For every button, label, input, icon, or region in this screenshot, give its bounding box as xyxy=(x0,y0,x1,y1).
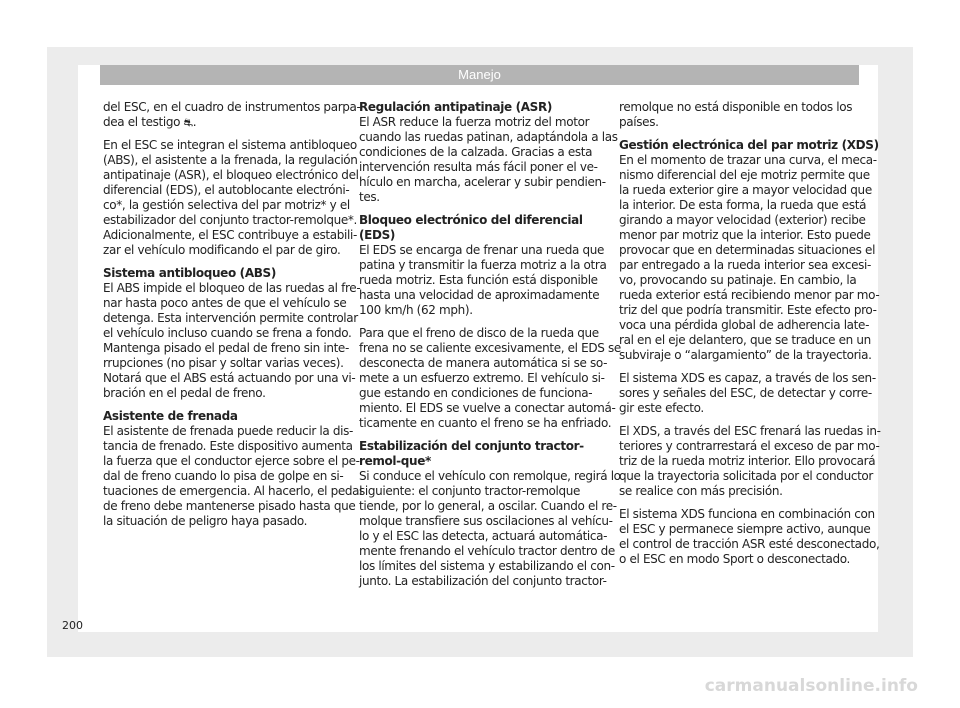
section-heading: Regulación antipatinaje (ASR) xyxy=(359,100,553,114)
paragraph: El EDS se encarga de frenar una rueda que patina y transmitir la fuerza motriz a la otra rueda motriz. Esta función está disponible hasta una velocidad de aproximadamente 100 km/h (62 mph). xyxy=(359,243,607,317)
paragraph: El sistema XDS funciona en combinación con el ESC y permanece siempre activo, aunque el control de tracción ASR esté desconectado, o el ESC en modo Sport o desconectado. xyxy=(619,507,880,566)
esc-warning-icon: ⛐ xyxy=(183,116,193,129)
paragraph: En el ESC se integran el sistema antibloqueo (ABS), el asistente a la frenada, la regulación antipatinaje (ASR), el bloqueo electrónico del diferencial (EDS), el autoblocante electróni-co*, la gestión selectiva del par motriz* y el estabilizador del conjunto tractor-remolque*. Adicionalmente, el ESC contribuye a estabili-zar el vehículo modificando el par de giro. xyxy=(103,138,359,257)
text-span: del ESC, en el cuadro de instrumentos parpa-dea el testigo xyxy=(103,100,361,129)
section-heading: Gestión electrónica del par motriz (XDS) xyxy=(619,138,879,152)
section-heading: Estabilización del conjunto tractor-remol-que* xyxy=(359,439,584,468)
text-span: . xyxy=(192,115,197,129)
section-heading: Sistema antibloqueo (ABS) xyxy=(103,266,276,280)
paragraph: En el momento de trazar una curva, el meca-nismo diferencial del eje motriz permite que la rueda exterior gire a mayor velocidad que la interior. De esta forma, la rueda que está girando a mayor velocidad (exterior) recibe menor par motriz que la interior. Esto puede provocar que en determinadas situaciones el par entregado a la rueda interior sea excesi-vo, provocando su patinaje. En cambio, la rueda exterior está recibiendo menor par mo-triz del que podría transmitir. Este efecto pro-voca una pérdida global de adherencia late-ral en el eje delantero, que se traduce en un subviraje o “alargamiento” de la trayectoria. xyxy=(619,153,880,362)
watermark-logo: carmanualsonline.info xyxy=(704,676,918,696)
paragraph: El ABS impide el bloqueo de las ruedas al fre-nar hasta poco antes de que el vehículo se detenga. Esta intervención permite controlar el vehículo incluso cuando se frena a fondo. Mantenga pisado el pedal de freno sin inte-rrupciones (no pisar y soltar varias veces). Notará que el ABS está actuando por una vi-bración en el pedal de freno. xyxy=(103,281,361,400)
column-1 xyxy=(103,100,365,537)
paragraph: El sistema XDS es capaz, a través de los sen-sores y señales del ESC, de detectar y corre-gir este efecto. xyxy=(619,371,876,415)
section-header: Manejo xyxy=(100,65,859,85)
paragraph: Para que el freno de disco de la rueda que frena no se caliente excesivamente, el EDS se desconecta de manera automática si se so-mete a un esfuerzo extremo. El vehículo si-gue estando en condiciones de funciona-miento. El EDS se vuelve a conectar automá-ticamente en cuanto el freno se ha enfriado. xyxy=(359,326,621,430)
section-heading: Bloqueo electrónico del diferencial (EDS) xyxy=(359,213,583,242)
paragraph: Si conduce el vehículo con remolque, regirá lo siguiente: el conjunto tractor-remolque tiende, por lo general, a oscilar. Cuando el re-molque transfiere sus oscilaciones al vehícu-lo y el ESC las detecta, actuará automática-mente frenando el vehículo tractor dentro de los límites del sistema y estabilizando el con-junto. La estabilización del conjunto tractor- xyxy=(359,469,621,588)
paragraph: El XDS, a través del ESC frenará las ruedas in-teriores y contrarrestará el exceso de par mo-triz de la rueda motriz interior. Ello provocará que la trayectoria solicitada por el conductor se realice con más precisión. xyxy=(619,424,881,498)
section-heading: Asistente de frenada xyxy=(103,409,238,423)
page-number: 200 xyxy=(62,619,83,632)
paragraph xyxy=(103,100,365,130)
paragraph: El ASR reduce la fuerza motriz del motor cuando las ruedas patinan, adaptándola a las condiciones de la calzada. Gracias a esta intervención resulta más fácil poner el ve-hículo en marcha, acelerar y subir pendien-tes. xyxy=(359,115,618,204)
paragraph: El asistente de frenada puede reducir la dis-tancia de frenado. Este dispositivo aumenta la fuerza que el conductor ejerce sobre el pe-dal de freno cuando lo pisa de golpe en si-tuaciones de emergencia. Al hacerlo, el pedal de freno debe mantenerse pisado hasta que la situación de peligro haya pasado. xyxy=(103,424,363,528)
column-3 xyxy=(619,100,881,575)
paragraph: remolque no está disponible en todos los países. xyxy=(619,100,853,129)
column-2 xyxy=(359,100,621,597)
